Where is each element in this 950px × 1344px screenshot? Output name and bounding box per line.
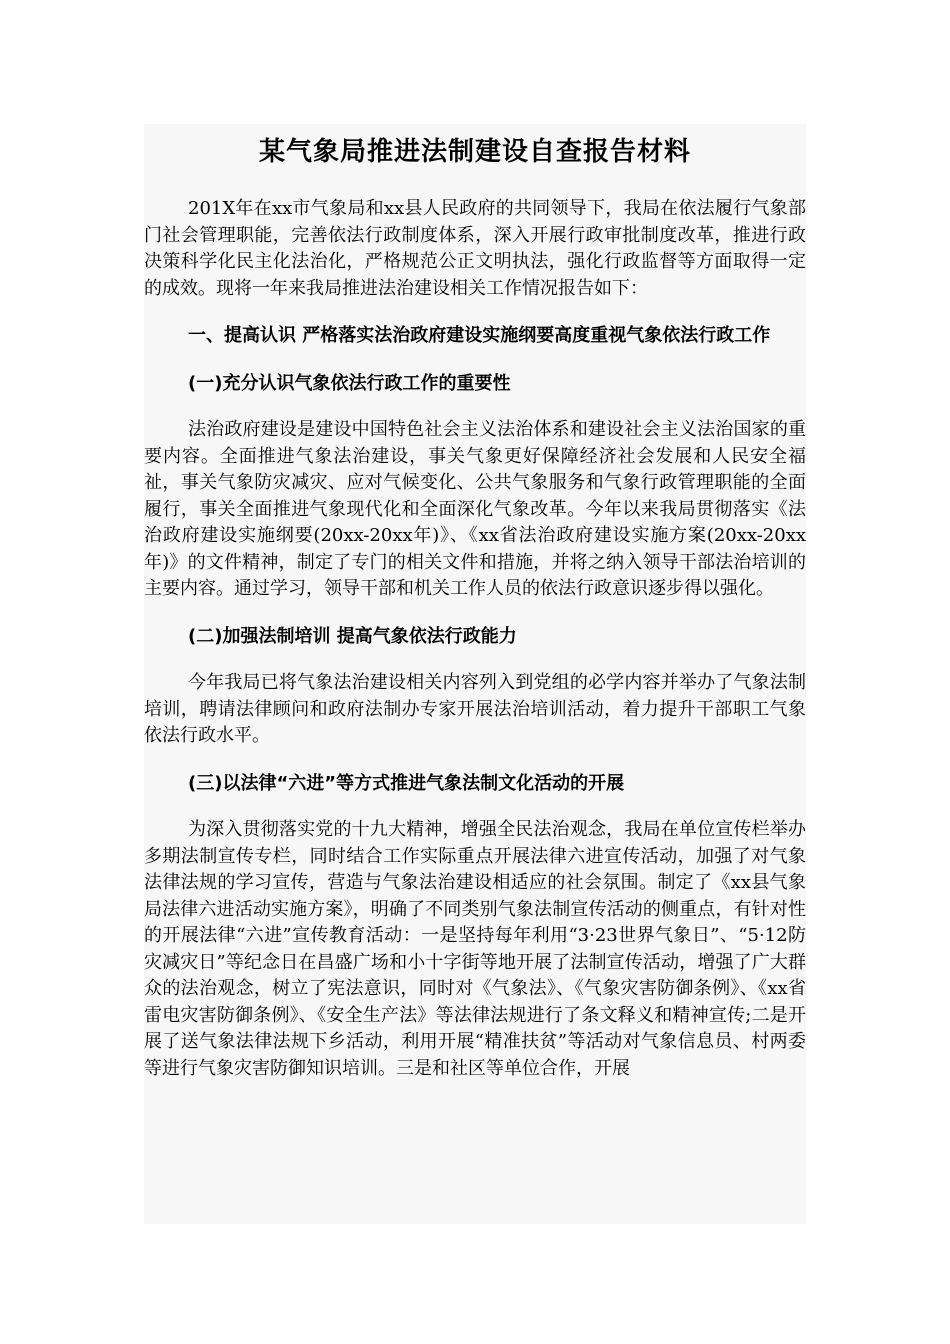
subsection-2-body: 今年我局已将气象法治建设相关内容列入到党组的必学内容并举办了气象法制培训，聘请法律顾问和政府法制办专家开展法治培训活动，着力提升干部职工气象依法行政水平。: [144, 672, 806, 746]
subsection-2-heading: (二)加强法制培训 提高气象依法行政能力: [188, 625, 517, 647]
subsection-3-heading: (三)以法律“六进”等方式推进气象法制文化活动的开展: [188, 772, 625, 794]
document-content: [144, 134, 806, 1082]
subsection-3-body: 为深入贯彻落实党的十九大精神，增强全民法治观念，我局在单位宣传栏举办多期法制宣传专栏，同时结合工作实际重点开展法律六进宣传活动，加强了对气象法律法规的学习宣传，营造与气象法治建设相适应的社会氛围。制定了《xx县气象局法律六进活动实施方案》，明确了不同类别气象法制宣传活动的侧重点，有针对性的开展法律“六进”宣传教育活动：一是坚持每年利用“3·23世界气象日”、“5·12防灾减灾日”等纪念日在昌盛广场和小十字街等地开展了法制宣传活动，增强了广大群众的法治观念，树立了宪法意识，同时对《气象法》、《气象灾害防御条例》、《xx省雷电灾害防御条例》、《安全生产法》等法律法规进行了条文释义和精神宣传;二是开展了送气象法律法规下乡活动，利用开展“精准扶贫”等活动对气象信息员、村两委等进行气象灾害防御知识培训。三是和社区等单位合作，开展: [144, 819, 806, 1079]
spacer: [144, 397, 806, 417]
spacer: [144, 170, 806, 196]
spacer: [144, 302, 806, 323]
spacer: [144, 750, 806, 771]
spacer: [144, 350, 806, 371]
intro-paragraph: 201X年在xx市气象局和xx县人民政府的共同领导下，我局在依法履行气象部门社会管理职能，完善依法行政制度体系，深入开展行政审批制度改革，推进行政决策科学化民主化法治化，严格规范公正文明执法，强化行政监督等方面取得一定的成效。现将一年来我局推进法治建设相关工作情况报告如下：: [144, 198, 806, 299]
subsection-1-heading: (一)充分认识气象依法行政工作的重要性: [188, 372, 511, 394]
spacer: [144, 797, 806, 817]
spacer: [144, 650, 806, 670]
spacer: [144, 603, 806, 624]
section-1-heading: 一、提高认识 严格落实法治政府建设实施纲要高度重视气象依法行政工作: [188, 325, 771, 346]
document-title: 某气象局推进法制建设自查报告材料: [258, 137, 691, 167]
document-page: [144, 124, 806, 1224]
subsection-1-body: 法治政府建设是建设中国特色社会主义法治体系和建设社会主义法治国家的重要内容。全面推进气象法治建设，事关气象更好保障经济社会发展和人民安全福祉，事关气象防灾减灾、应对气候变化、公共气象服务和气象行政管理职能的全面履行，事关全面推进气象现代化和全面深化气象改革。今年以来我局贯彻落实《法治政府建设实施纲要(20xx-20xx年)》、《xx省法治政府建设实施方案(20xx-20xx年)》的文件精神，制定了专门的相关文件和措施，并将之纳入领导干部法治培训的主要内容。通过学习，领导干部和机关工作人员的依法行政意识逐步得以强化。: [144, 419, 806, 599]
